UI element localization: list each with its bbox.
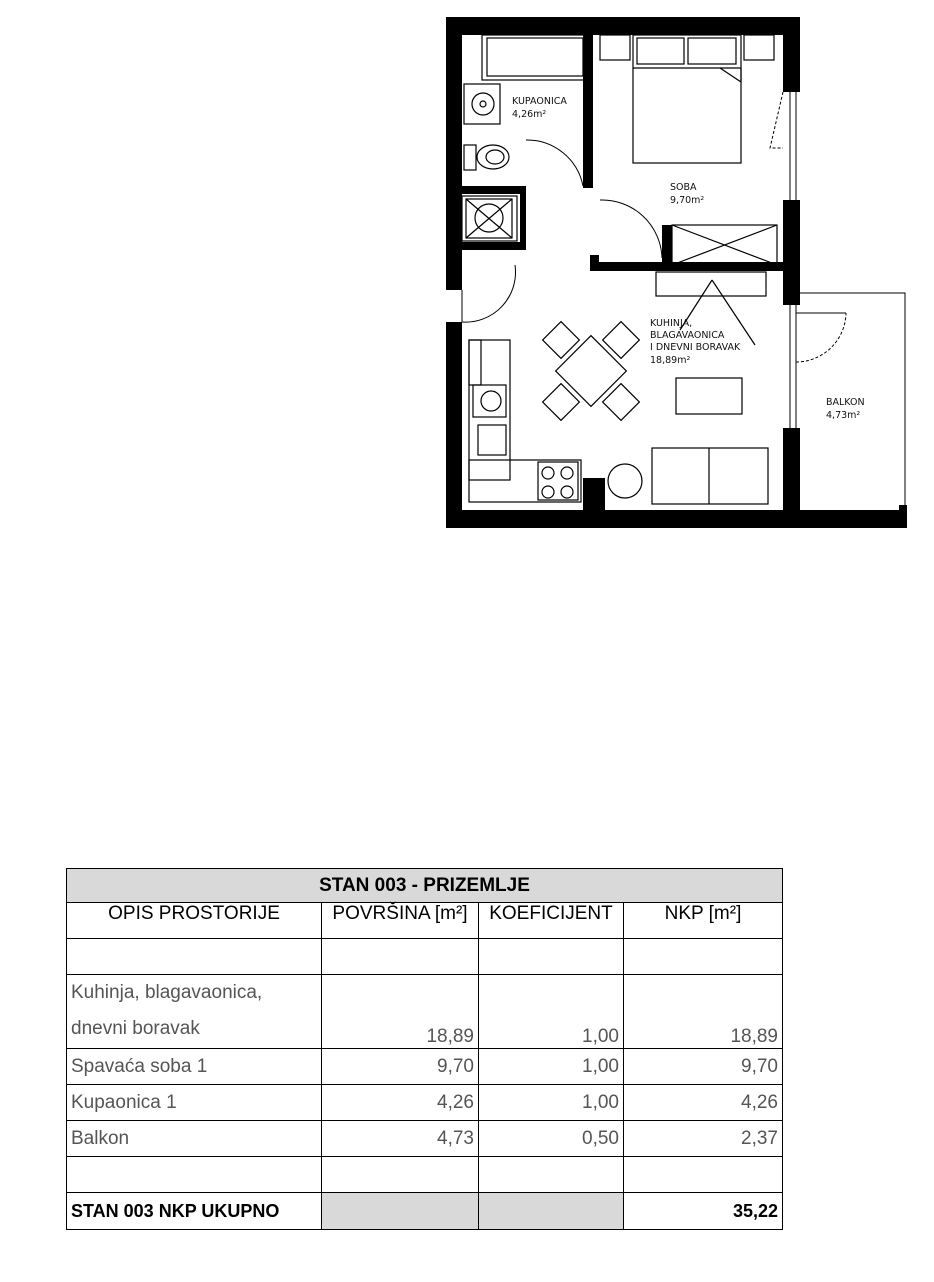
row-name: Spavaća soba 1 [67, 1049, 322, 1085]
coffee-table [676, 378, 742, 414]
bathroom-area: 4,26m² [512, 109, 547, 120]
table-total-row [67, 1193, 783, 1230]
row-coefficient: 1,00 [479, 1049, 624, 1085]
table-row-empty [67, 939, 783, 975]
washing-machine [462, 196, 517, 241]
kitchen-counter [469, 340, 581, 502]
bathroom-door [526, 140, 583, 186]
row-nkp: 9,70 [624, 1049, 783, 1085]
row-name-line: dnevni boravak [71, 1018, 200, 1039]
row-coefficient: 1,00 [479, 975, 624, 1049]
total-value: 35,22 [624, 1193, 783, 1230]
row-area: 9,70 [322, 1049, 479, 1085]
living-label-line3: I DNEVNI BORAVAK [650, 342, 741, 353]
row-area: 4,26 [322, 1085, 479, 1121]
header-coefficient: KOEFICIJENT [479, 903, 624, 939]
row-coefficient: 1,00 [479, 1085, 624, 1121]
living-label-line2: BLAGAVAONICA [650, 330, 725, 341]
table-row [67, 1049, 783, 1085]
entrance-door [462, 265, 516, 322]
table-title-row [67, 869, 783, 903]
toilet [464, 145, 509, 170]
sofa [608, 448, 768, 504]
header-nkp: NKP [m²] [624, 903, 783, 939]
row-name-line: Kuhinja, blagavaonica, [71, 982, 263, 1003]
row-nkp: 2,37 [624, 1121, 783, 1157]
row-area: 18,89 [322, 975, 479, 1049]
bedroom-window [770, 92, 796, 200]
header-area: POVRŠINA [m²] [322, 903, 479, 939]
row-name: Kupaonica 1 [67, 1085, 322, 1121]
dining-set [543, 322, 640, 421]
table-header-row [67, 903, 783, 939]
table-title: STAN 003 - PRIZEMLJE [67, 869, 783, 903]
washbasin [464, 84, 500, 124]
living-label-line1: KUHINJA, [650, 318, 693, 329]
header-description: OPIS PROSTORIJE [67, 903, 322, 939]
living-area: 18,89m² [650, 355, 691, 366]
floor-plan [0, 0, 934, 560]
row-area: 4,73 [322, 1121, 479, 1157]
row-name: Balkon [67, 1121, 322, 1157]
wardrobe [672, 225, 777, 265]
bathtub [482, 35, 588, 80]
table-row [67, 1121, 783, 1157]
row-coefficient: 0,50 [479, 1121, 624, 1157]
table-row [67, 1085, 783, 1121]
bathroom-label: KUPAONICA [512, 96, 567, 107]
table-row-empty [67, 1157, 783, 1193]
bedroom-area: 9,70m² [670, 195, 705, 206]
row-nkp: 4,26 [624, 1085, 783, 1121]
bed [600, 35, 774, 163]
bedroom-door [600, 200, 662, 258]
total-label: STAN 003 NKP UKUPNO [67, 1193, 322, 1230]
table-row [67, 975, 783, 1049]
balcony-label: BALKON [826, 397, 865, 408]
row-nkp: 18,89 [624, 975, 783, 1049]
balcony-area: 4,73m² [826, 410, 861, 421]
area-table [66, 868, 783, 1230]
bedroom-label: SOBA [670, 182, 697, 193]
